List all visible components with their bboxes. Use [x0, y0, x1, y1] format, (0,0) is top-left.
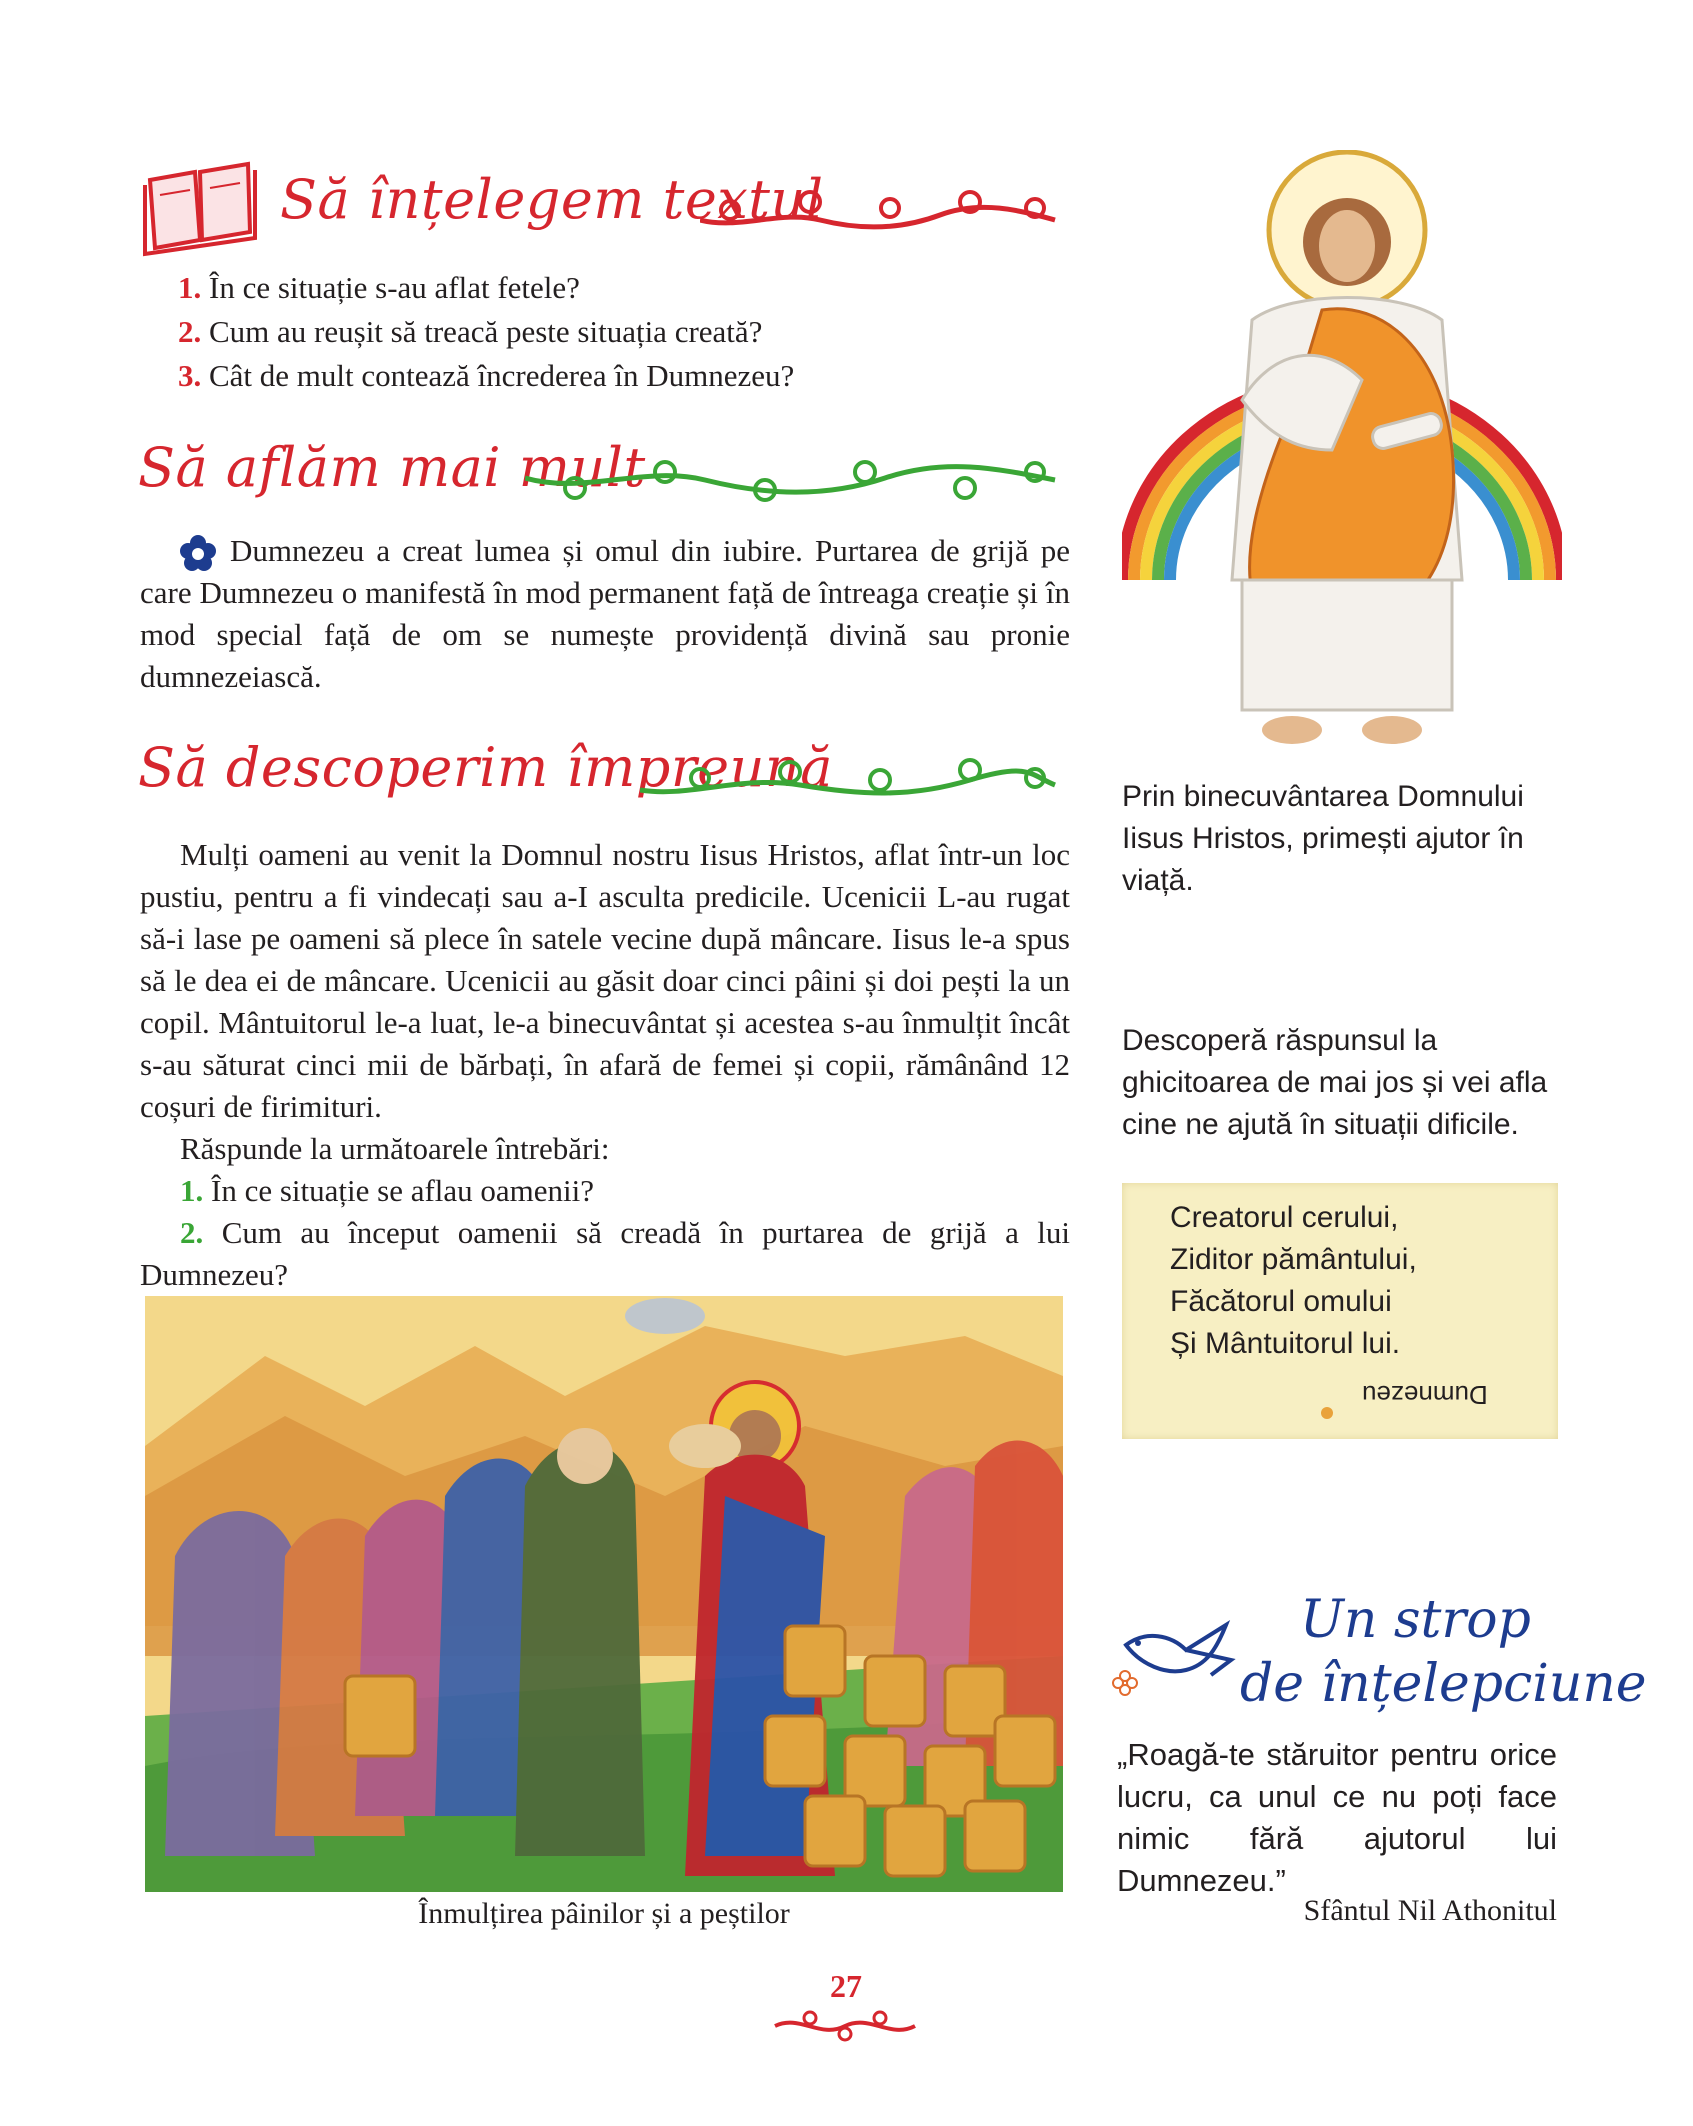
- section-title-discover: Să descoperim împreună: [138, 736, 833, 799]
- section-title-learn-more: Să aflăm mai mult: [138, 436, 646, 499]
- page-number: 27: [830, 1968, 862, 2004]
- riddle-intro: Descoperă răspunsul la ghicitoarea de mai jos și vei afla cine ne ajută în situații dificile.: [1122, 1024, 1548, 1141]
- riddle-line: Ziditor pământului,: [1170, 1243, 1417, 1276]
- flower-icon: [1317, 1403, 1337, 1423]
- book-icon: [140, 150, 260, 260]
- flower-icon: [1112, 1670, 1138, 1696]
- riddle-answer: Dumnezeu: [1362, 1380, 1488, 1410]
- understand-question-list: [178, 266, 794, 398]
- wisdom-author: Sfântul Nil Athonitul: [1303, 1894, 1557, 1927]
- riddle-line: Făcătorul omului: [1170, 1285, 1392, 1318]
- miracle-caption: Înmulțirea pâinilor și a peștilor: [418, 1897, 790, 1930]
- learn-more-paragraph: Dumnezeu a creat lumea și omul din iubire. Purtarea de grijă pe care Dumnezeu o manifestă în mod permanent față de întreaga creație și în mod special față de om se numește providență divină sau pronie dumnezeiască.: [140, 533, 1070, 694]
- ornament-red-divider: [700, 180, 1060, 240]
- wisdom-title-line2: de înțelepciune: [1240, 1654, 1647, 1714]
- riddle-line: Creatorul cerului,: [1170, 1201, 1399, 1234]
- section-title-understand: Să înțelegem textul: [280, 168, 824, 231]
- list-item: 1. În ce situație se aflau oamenii?: [180, 1173, 595, 1208]
- list-item: 3. Cât de mult contează încrederea în Dumnezeu?: [178, 358, 795, 393]
- list-item: 1. În ce situație s-au aflat fetele?: [178, 270, 580, 305]
- riddle-line: Și Mântuitorul lui.: [1170, 1327, 1401, 1360]
- riddle-box: [1122, 1183, 1558, 1439]
- ornament-green-divider: [525, 450, 1060, 510]
- ornament-page-footer: [770, 2004, 920, 2044]
- wisdom-title-line1: Un strop: [1300, 1590, 1531, 1650]
- list-item: 2. Cum au început oamenii să creadă în purtarea de grijă a lui Dumnezeu?: [140, 1215, 1070, 1292]
- miracle-icon-image: [145, 1296, 1063, 1892]
- ornament-green-divider: [640, 750, 1060, 810]
- discover-prompt: Răspunde la următoarele întrebări:: [180, 1131, 610, 1166]
- discover-paragraph: Mulți oameni au venit la Domnul nostru Iisus Hristos, aflat într-un loc pustiu, pentru a fi vindecați sau a-I asculta predicile. Ucenicii L-au rugat să-i lase pe oameni să plece în satele vecine după mâncare. Iisus le-a spus să le dea ei de mâncare. Ucenicii au găsit doar cinci pâini și doi pești la un copil. Mântuitorul le-a luat, le-a binecuvântat și acestea s-au înmulțit încât s-au săturat cinci mii de bărbați, în afară de femei și copii, rămânând 12 coșuri de firimituri.: [140, 837, 1070, 1124]
- list-item: 2. Cum au reușit să treacă peste situația creată?: [178, 314, 763, 349]
- wisdom-quote: „Roagă-te stăruitor pentru orice lucru, ca unul ce nu poți face nimic fără ajutorul lui Dumnezeu.”: [1117, 1737, 1557, 1898]
- christ-caption: Prin binecuvântarea Domnului Iisus Hristos, primești ajutor în viață.: [1122, 780, 1524, 897]
- christ-icon-image: [1122, 150, 1562, 750]
